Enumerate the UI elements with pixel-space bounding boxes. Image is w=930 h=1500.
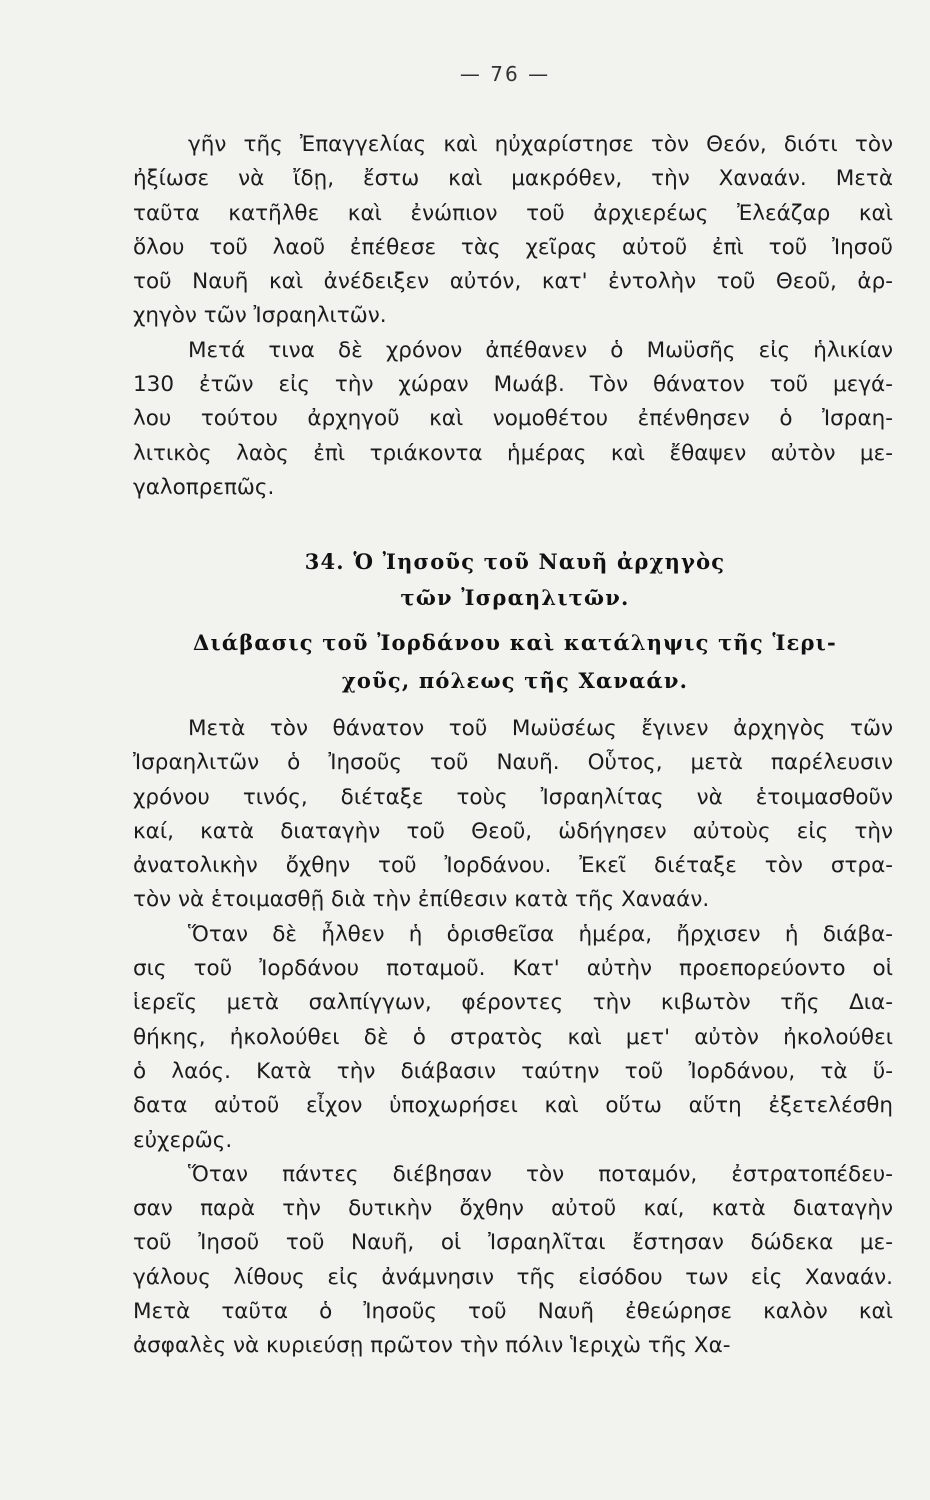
text-line: Ἰσραηλιτῶν ὁ Ἰησοῦς τοῦ Ναυῆ. Οὗτος, μετὰ παρέλευσιν: [133, 750, 893, 776]
text-line: γάλους λίθους εἰς ἀνάμνησιν τῆς εἰσόδου των εἰς Χαναάν.: [133, 1264, 893, 1290]
paragraph: [133, 918, 893, 1158]
text-line: τὸν νὰ ἑτοιμασθῇ διὰ τὴν ἐπίθεσιν κατὰ τῆς Χαναάν.: [133, 887, 710, 913]
text-line: λου τούτου ἀρχηγοῦ καὶ νομοθέτου ἐπένθησεν ὁ Ἰσραη-: [133, 406, 893, 432]
text-line: λιτικὸς λαὸς ἐπὶ τριάκοντα ἡμέρας καὶ ἔθαψεν αὐτὸν με-: [133, 440, 893, 466]
text-line: καί, κατὰ διαταγὴν τοῦ Θεοῦ, ὡδήγησεν αὐτοὺς εἰς τὴν: [133, 818, 893, 844]
section-title-line: τῶν Ἰσραηλιτῶν.: [400, 585, 630, 610]
section-heading: [130, 541, 900, 619]
text-line: Ὅταν πάντες διέβησαν τὸν ποταμόν, ἐστρατοπέδευ-: [188, 1161, 893, 1187]
text-line: Μετὰ ταῦτα ὁ Ἰησοῦς τοῦ Ναυῆ ἐθεώρησε καλὸν καὶ: [133, 1299, 893, 1325]
text-line: ἱερεῖς μετὰ σαλπίγγων, φέροντες τὴν κιβωτὸν τῆς Δια-: [133, 990, 893, 1016]
text-line: τοῦ Ἰησοῦ τοῦ Ναυῆ, οἱ Ἰσραηλῖται ἔστησαν δώδεκα με-: [133, 1230, 893, 1256]
text-line: δατα αὐτοῦ εἶχον ὑποχωρήσει καὶ οὕτω αὕτη ἐξετελέσθη: [133, 1093, 893, 1119]
section-subheading: [130, 622, 900, 702]
text-line: γαλοπρεπῶς.: [133, 474, 275, 500]
text-line: ὁ λαός. Κατὰ τὴν διάβασιν ταύτην τοῦ Ἰορδάνου, τὰ ὕ-: [133, 1058, 893, 1084]
section-subtitle-line: Διάβασις τοῦ Ἰορδάνου καὶ κατάληψις τῆς Ἱερι-: [193, 630, 837, 655]
text-line: Μετά τινα δὲ χρόνον ἀπέθανεν ὁ Μωϋσῆς εἰς ἡλικίαν: [188, 337, 893, 363]
text-line: τοῦ Ναυῆ καὶ ἀνέδειξεν αὐτόν, κατ' ἐντολὴν τοῦ Θεοῦ, ἀρ-: [133, 269, 893, 295]
text-block-top: [133, 128, 893, 505]
section-subtitle-line: χοῦς, πόλεως τῆς Χαναάν.: [341, 668, 689, 693]
text-line: Μετὰ τὸν θάνατον τοῦ Μωϋσέως ἔγινεν ἀρχηγὸς τῶν: [188, 716, 893, 741]
paragraph: [133, 712, 893, 918]
text-line: 130 ἐτῶν εἰς τὴν χώραν Μωάβ. Τὸν θάνατον τοῦ μεγά-: [133, 372, 893, 398]
section-title-line: 34. Ὁ Ἰησοῦς τοῦ Ναυῆ ἀρχηγὸς: [304, 549, 726, 574]
text-line: σαν παρὰ τὴν δυτικὴν ὄχθην αὐτοῦ καί, κατὰ διαταγὴν: [133, 1196, 893, 1222]
text-line: ἀσφαλὲς νὰ κυριεύσῃ πρῶτον τὴν πόλιν Ἱεριχὼ τῆς Χα-: [133, 1333, 731, 1359]
paragraph: [133, 128, 893, 334]
text-line: χρόνου τινός, διέταξε τοὺς Ἰσραηλίτας νὰ ἑτοιμασθοῦν: [133, 784, 893, 810]
text-line: ταῦτα κατῆλθε καὶ ἐνώπιον τοῦ ἀρχιερέως Ἐλεάζαρ καὶ: [133, 200, 893, 226]
text-block-bottom: [133, 712, 893, 1364]
page-number: — 76 —: [459, 62, 551, 86]
text-line: χηγὸν τῶν Ἰσραηλιτῶν.: [133, 303, 387, 329]
text-line: θήκης, ἠκολούθει δὲ ὁ στρατὸς καὶ μετ' αὐτὸν ἠκολούθει: [133, 1024, 893, 1050]
text-line: εὐχερῶς.: [133, 1127, 233, 1153]
text-line: σις τοῦ Ἰορδάνου ποταμοῦ. Κατ' αὐτὴν προεπορεύοντο οἱ: [133, 956, 893, 982]
text-line: Ὅταν δὲ ἦλθεν ἡ ὁρισθεῖσα ἡμέρα, ἤρχισεν ἡ διάβα-: [188, 921, 893, 947]
text-line: γῆν τῆς Ἐπαγγελίας καὶ ηὐχαρίστησε τὸν Θεόν, διότι τὸν: [188, 132, 893, 157]
text-line: ὅλου τοῦ λαοῦ ἐπέθεσε τὰς χεῖρας αὐτοῦ ἐπὶ τοῦ Ἰησοῦ: [133, 234, 893, 260]
text-line: ἠξίωσε νὰ ἴδῃ, ἔστω καὶ μακρόθεν, τὴν Χαναάν. Μετὰ: [133, 166, 893, 192]
paragraph: [133, 334, 893, 505]
paragraph: [133, 1158, 893, 1364]
text-line: ἀνατολικὴν ὄχθην τοῦ Ἰορδάνου. Ἐκεῖ διέταξε τὸν στρα-: [133, 853, 893, 879]
